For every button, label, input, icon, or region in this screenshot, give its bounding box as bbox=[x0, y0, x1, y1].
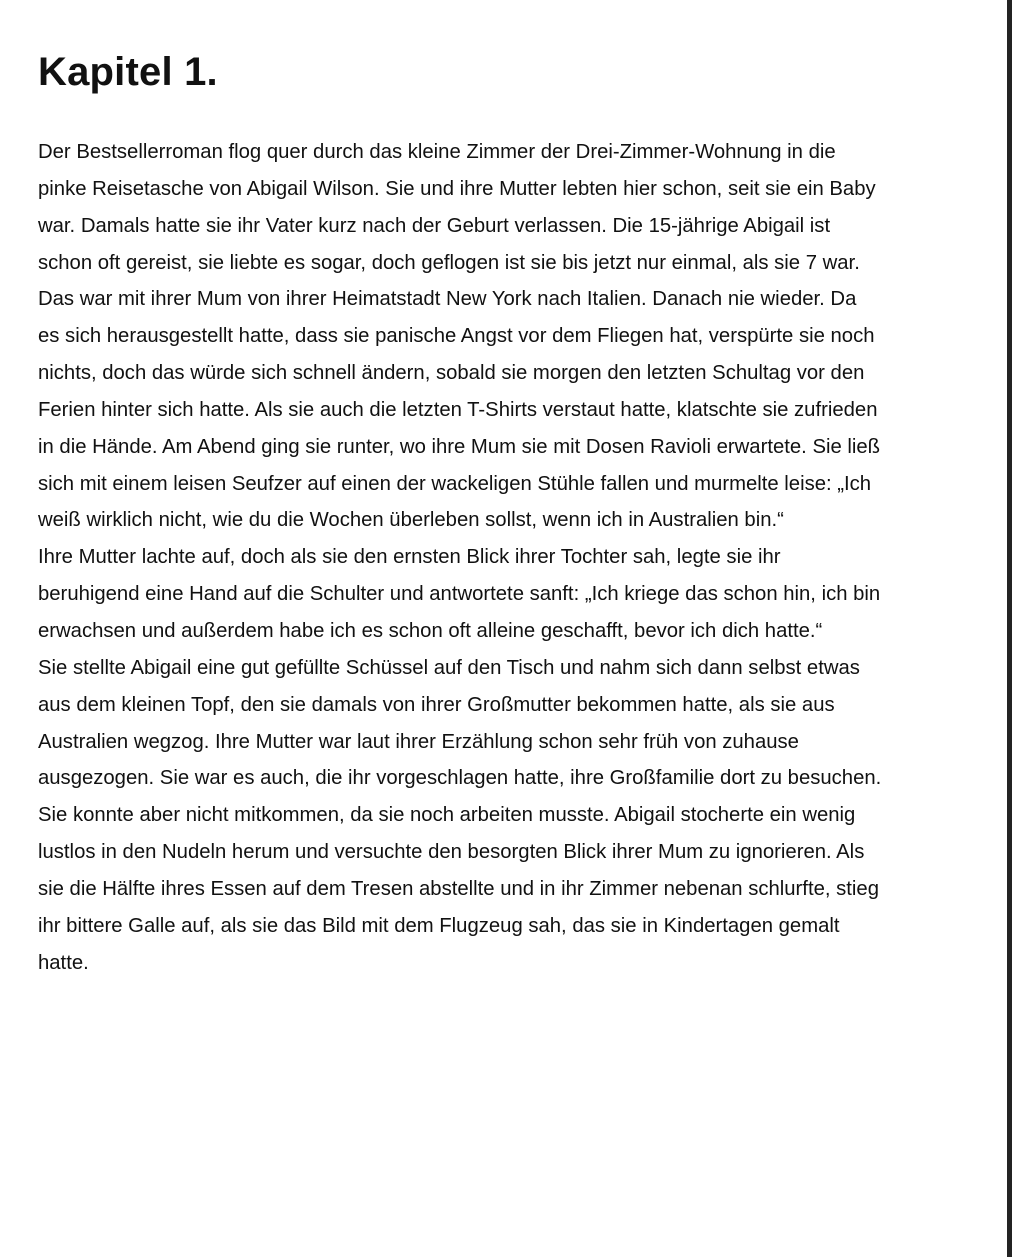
text-line: hatte. bbox=[38, 951, 89, 974]
text-line: Australien wegzog. Ihre Mutter war laut ihrer Erzählung schon sehr früh von zuhause bbox=[38, 730, 799, 753]
text-line: es sich herausgestellt hatte, dass sie panische Angst vor dem Fliegen hat, verspürte sie noch bbox=[38, 325, 875, 348]
text-line: schon oft gereist, sie liebte es sogar, doch geflogen ist sie bis jetzt nur einmal, als sie 7 war. bbox=[38, 251, 860, 274]
text-line: pinke Reisetasche von Abigail Wilson. Sie und ihre Mutter lebten hier schon, seit sie ein Baby bbox=[38, 177, 876, 200]
text-line: Ihre Mutter lachte auf, doch als sie den ernsten Blick ihrer Tochter sah, legte sie ihr bbox=[38, 546, 781, 569]
text-line: sie die Hälfte ihres Essen auf dem Tresen abstellte und in ihr Zimmer nebenan schlurfte, stieg bbox=[38, 877, 879, 900]
text-line: ihr bittere Galle auf, als sie das Bild mit dem Flugzeug sah, das sie in Kindertagen gemalt bbox=[38, 914, 840, 937]
text-line: aus dem kleinen Topf, den sie damals von ihrer Großmutter bekommen hatte, als sie aus bbox=[38, 693, 835, 716]
chapter-body bbox=[38, 134, 998, 981]
text-line: lustlos in den Nudeln herum und versuchte den besorgten Blick ihrer Mum zu ignorieren. Als bbox=[38, 841, 865, 864]
text-line: war. Damals hatte sie ihr Vater kurz nach der Geburt verlassen. Die 15-jährige Abigail ist bbox=[38, 214, 831, 237]
text-line: sich mit einem leisen Seufzer auf einen der wackeligen Stühle fallen und murmelte leise: „Ich bbox=[38, 472, 872, 495]
text-line: Der Bestsellerroman flog quer durch das kleine Zimmer der Drei-Zimmer-Wohnung in die bbox=[38, 141, 836, 163]
text-line: weiß wirklich nicht, wie du die Wochen überleben sollst, wenn ich in Australien bin.“ bbox=[38, 509, 784, 532]
text-line: erwachsen und außerdem habe ich es schon oft alleine geschafft, bevor ich dich hatte.“ bbox=[38, 619, 823, 642]
text-line: Ferien hinter sich hatte. Als sie auch die letzten T-Shirts verstaut hatte, klatschte sie zufrieden bbox=[38, 398, 878, 421]
text-line: ausgezogen. Sie war es auch, die ihr vorgeschlagen hatte, ihre Großfamilie dort zu besuchen. bbox=[38, 767, 882, 790]
chapter-title: Kapitel 1. bbox=[38, 50, 218, 94]
window-edge-bar bbox=[1007, 0, 1012, 1257]
text-line: in die Hände. Am Abend ging sie runter, wo ihre Mum sie mit Dosen Ravioli erwartete. Sie ließ bbox=[38, 435, 881, 458]
text-line: beruhigend eine Hand auf die Schulter und antwortete sanft: „Ich kriege das schon hin, ich bin bbox=[38, 583, 881, 606]
text-line: Sie stellte Abigail eine gut gefüllte Schüssel auf den Tisch und nahm sich dann selbst etwas bbox=[38, 656, 860, 679]
text-line: Sie konnte aber nicht mitkommen, da sie noch arbeiten musste. Abigail stocherte ein wenig bbox=[38, 804, 856, 827]
text-line: nichts, doch das würde sich schnell ändern, sobald sie morgen den letzten Schultag vor den bbox=[38, 362, 865, 385]
text-line: Das war mit ihrer Mum von ihrer Heimatstadt New York nach Italien. Danach nie wieder. Da bbox=[38, 288, 857, 311]
